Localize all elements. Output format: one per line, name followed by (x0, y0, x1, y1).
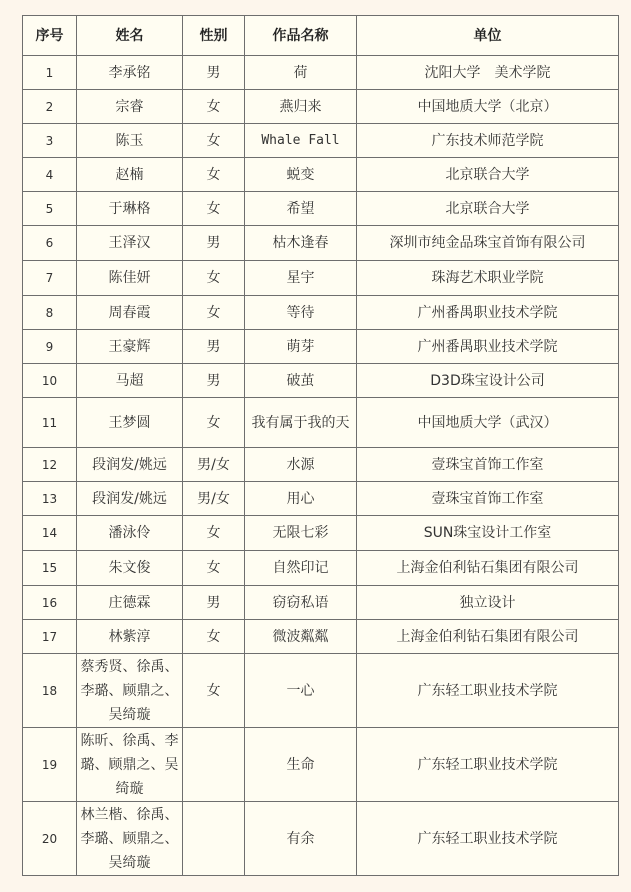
header-name: 姓名 (77, 16, 183, 56)
cell-name: 段润发/姚远 (77, 448, 183, 482)
cell-name: 王梦圆 (77, 398, 183, 448)
table-row (23, 516, 619, 551)
cell-work: 水源 (245, 448, 357, 482)
cell-unit: 广东轻工职业技术学院 (357, 728, 619, 802)
cell-work: 自然印记 (245, 551, 357, 586)
cell-unit: SUN珠宝设计工作室 (357, 516, 619, 551)
table-row (23, 398, 619, 448)
table-row (23, 728, 619, 802)
cell-name: 宗睿 (77, 90, 183, 124)
cell-unit: 沈阳大学 美术学院 (357, 56, 619, 90)
cell-work: 星宇 (245, 261, 357, 296)
cell-name: 陈佳妍 (77, 261, 183, 296)
table-row (23, 330, 619, 364)
cell-gender: 女 (183, 551, 245, 586)
table-row (23, 261, 619, 296)
cell-gender: 男 (183, 364, 245, 398)
cell-gender: 男 (183, 330, 245, 364)
cell-unit: 广州番禺职业技术学院 (357, 296, 619, 330)
cell-work: 破茧 (245, 364, 357, 398)
table-header-row (23, 16, 619, 56)
cell-gender (183, 802, 245, 876)
cell-unit: 广东轻工职业技术学院 (357, 654, 619, 728)
cell-name: 朱文俊 (77, 551, 183, 586)
cell-work: 一心 (245, 654, 357, 728)
table-row (23, 654, 619, 728)
cell-name: 林紫淳 (77, 620, 183, 654)
table-body (23, 56, 619, 876)
table-row (23, 192, 619, 226)
cell-no: 15 (23, 551, 77, 586)
cell-unit: 壹珠宝首饰工作室 (357, 482, 619, 516)
table-row (23, 482, 619, 516)
cell-no: 19 (23, 728, 77, 802)
table-row (23, 226, 619, 261)
cell-unit: 壹珠宝首饰工作室 (357, 448, 619, 482)
cell-name: 陈玉 (77, 124, 183, 158)
cell-no: 16 (23, 586, 77, 620)
cell-no: 20 (23, 802, 77, 876)
table-row (23, 56, 619, 90)
cell-work: 枯木逢春 (245, 226, 357, 261)
cell-work: 窃窃私语 (245, 586, 357, 620)
cell-work: 无限七彩 (245, 516, 357, 551)
cell-unit: 广东轻工职业技术学院 (357, 802, 619, 876)
award-table (22, 15, 619, 876)
table-row (23, 124, 619, 158)
cell-no: 6 (23, 226, 77, 261)
table-row (23, 802, 619, 876)
table-row (23, 586, 619, 620)
cell-no: 14 (23, 516, 77, 551)
header-unit: 单位 (357, 16, 619, 56)
cell-no: 4 (23, 158, 77, 192)
cell-gender: 男/女 (183, 482, 245, 516)
cell-unit: 上海金伯利钻石集团有限公司 (357, 551, 619, 586)
cell-name: 赵楠 (77, 158, 183, 192)
table-row (23, 448, 619, 482)
cell-work: Whale Fall (245, 124, 357, 158)
cell-gender: 女 (183, 192, 245, 226)
header-gender: 性别 (183, 16, 245, 56)
cell-work: 等待 (245, 296, 357, 330)
cell-gender: 男 (183, 56, 245, 90)
cell-work: 用心 (245, 482, 357, 516)
table-row (23, 551, 619, 586)
cell-work: 我有属于我的天 (245, 398, 357, 448)
cell-unit: 中国地质大学（武汉） (357, 398, 619, 448)
cell-unit: 北京联合大学 (357, 192, 619, 226)
cell-work: 微波粼粼 (245, 620, 357, 654)
cell-gender: 男 (183, 586, 245, 620)
cell-gender: 男 (183, 226, 245, 261)
cell-gender: 女 (183, 158, 245, 192)
cell-unit: 广州番禺职业技术学院 (357, 330, 619, 364)
cell-name: 周春霞 (77, 296, 183, 330)
cell-name: 马超 (77, 364, 183, 398)
cell-work: 荷 (245, 56, 357, 90)
cell-gender: 女 (183, 516, 245, 551)
cell-no: 17 (23, 620, 77, 654)
table-row (23, 90, 619, 124)
cell-gender: 女 (183, 261, 245, 296)
cell-unit: 深圳市纯金品珠宝首饰有限公司 (357, 226, 619, 261)
cell-no: 9 (23, 330, 77, 364)
cell-gender: 女 (183, 296, 245, 330)
cell-no: 3 (23, 124, 77, 158)
cell-gender: 女 (183, 654, 245, 728)
cell-no: 13 (23, 482, 77, 516)
table-row (23, 296, 619, 330)
cell-no: 1 (23, 56, 77, 90)
cell-name: 王豪辉 (77, 330, 183, 364)
cell-name: 林兰楷、徐禹、李璐、顾鼎之、吴绮璇 (77, 802, 183, 876)
cell-unit: 中国地质大学（北京） (357, 90, 619, 124)
cell-no: 2 (23, 90, 77, 124)
cell-name: 陈昕、徐禹、李璐、顾鼎之、吴绮璇 (77, 728, 183, 802)
cell-work: 有余 (245, 802, 357, 876)
cell-work: 蜕变 (245, 158, 357, 192)
cell-no: 5 (23, 192, 77, 226)
cell-gender: 女 (183, 124, 245, 158)
cell-name: 蔡秀贤、徐禹、李璐、顾鼎之、吴绮璇 (77, 654, 183, 728)
cell-no: 11 (23, 398, 77, 448)
cell-unit: 北京联合大学 (357, 158, 619, 192)
cell-name: 段润发/姚远 (77, 482, 183, 516)
cell-work: 燕归来 (245, 90, 357, 124)
cell-work: 生命 (245, 728, 357, 802)
cell-unit: D3D珠宝设计公司 (357, 364, 619, 398)
cell-gender (183, 728, 245, 802)
cell-name: 庄德霖 (77, 586, 183, 620)
cell-unit: 独立设计 (357, 586, 619, 620)
cell-name: 于琳格 (77, 192, 183, 226)
table-row (23, 364, 619, 398)
cell-work: 萌芽 (245, 330, 357, 364)
cell-name: 李承铭 (77, 56, 183, 90)
cell-work: 希望 (245, 192, 357, 226)
cell-unit: 珠海艺术职业学院 (357, 261, 619, 296)
table-row (23, 620, 619, 654)
cell-gender: 女 (183, 90, 245, 124)
cell-no: 12 (23, 448, 77, 482)
cell-no: 18 (23, 654, 77, 728)
cell-no: 10 (23, 364, 77, 398)
cell-gender: 女 (183, 620, 245, 654)
cell-no: 7 (23, 261, 77, 296)
header-no: 序号 (23, 16, 77, 56)
cell-gender: 男/女 (183, 448, 245, 482)
cell-name: 王泽汉 (77, 226, 183, 261)
header-work: 作品名称 (245, 16, 357, 56)
cell-unit: 广东技术师范学院 (357, 124, 619, 158)
cell-unit: 上海金伯利钻石集团有限公司 (357, 620, 619, 654)
cell-name: 潘泳伶 (77, 516, 183, 551)
table-row (23, 158, 619, 192)
cell-gender: 女 (183, 398, 245, 448)
cell-no: 8 (23, 296, 77, 330)
